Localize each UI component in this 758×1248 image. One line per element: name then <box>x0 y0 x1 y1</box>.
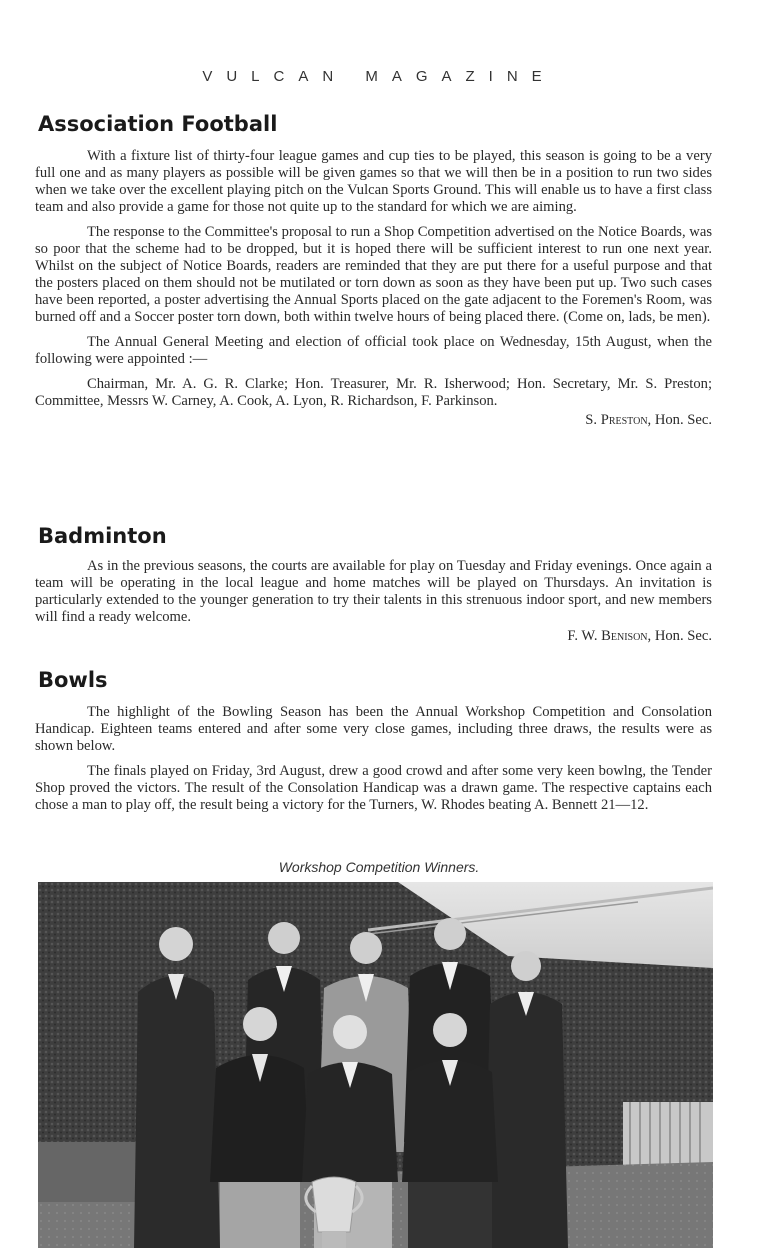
section-body-bowls <box>35 704 712 822</box>
photo-caption: Workshop Competition Winners. <box>278 859 480 875</box>
paragraph: With a fixture list of thirty-four league games and cup ties to be played, this season is going to be a very full one and as many players as possible will be given games so that we will then be in a position to run two sides when we take over the excellent playing pitch on the Vulcan Sports Ground. This will enable us to have a first class team and also provide a game for those not quite up to the standard for which we are aiming. <box>35 148 712 215</box>
team-photograph <box>38 882 713 1248</box>
signature-name: F. W. Benison <box>567 628 648 644</box>
paragraph: The highlight of the Bowling Season has been the Annual Workshop Competition and Consolation Handicap. Eighteen teams entered and after some very close games, including three draws, the results were as shown below. <box>35 704 712 754</box>
signature-title: , Hon. Sec. <box>647 412 712 428</box>
paragraph: The response to the Committee's proposal to run a Shop Competition advertised on the Notice Boards, was so poor that the scheme had to be dropped, but it is hoped there will be sufficient interest to run one next year. Whilst on the subject of Notice Boards, readers are reminded that they are put there for a useful purpose and that the posters placed on them should not be mutilated or torn down as soon as they have been put up. Two such cases have been reported, a poster advertising the Annual Sports placed on the gate adjacent to the Foremen's Room, was burned off and a Soccer poster torn down, both within twelve hours of being placed there. (Come on, lads, be men). <box>35 224 712 325</box>
paragraph: Chairman, Mr. A. G. R. Clarke; Hon. Treasurer, Mr. R. Isherwood; Hon. Secretary, Mr. S. Preston; Committee, Messrs W. Carney, A. Cook, A. Lyon, R. Richardson, F. Parkinson. <box>35 376 712 409</box>
signature-title: , Hon. Sec. <box>647 628 712 644</box>
paragraph: The Annual General Meeting and election of official took place on Wednesday, 15th August, when the following were appointed :— <box>35 334 712 367</box>
team-photograph-image <box>38 882 713 1248</box>
signature-name: S. Preston <box>585 412 648 428</box>
section-heading-badminton: Badminton <box>38 524 167 548</box>
paragraph: As in the previous seasons, the courts are available for play on Tuesday and Friday evenings. Once again a team will be operating in the local league and home matches will be played on Thursdays. An invitation is particularly extended to the younger generation to try their talents in this strenuous indoor sport, and new members will find a ready welcome. <box>35 558 712 625</box>
section-body-football <box>35 148 712 429</box>
paragraph: The finals played on Friday, 3rd August, drew a good crowd and after some very keen bowlng, the Tender Shop proved the victors. The result of the Consolation Handicap was a drawn game. The respective captains each chose a man to play off, the result being a victory for the Turners, W. Rhodes beating A. Bennett 21—12. <box>35 763 712 813</box>
section-heading-bowls: Bowls <box>38 668 108 692</box>
magazine-masthead: VULCAN MAGAZINE <box>202 68 556 85</box>
section-heading-football: Association Football <box>38 112 278 136</box>
section-body-badminton <box>35 558 712 645</box>
signature <box>35 412 712 429</box>
signature <box>35 628 712 645</box>
